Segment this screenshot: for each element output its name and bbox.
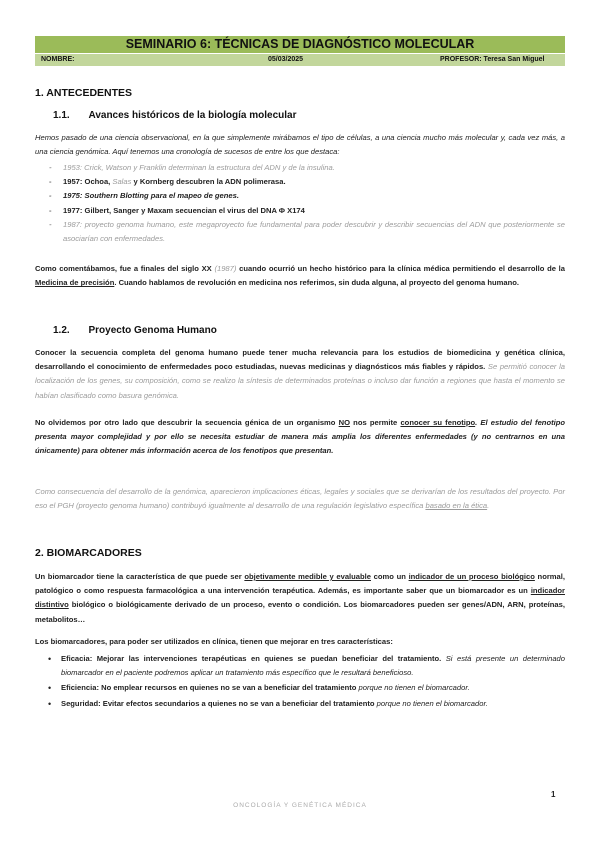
- subsection-title: Proyecto Genoma Humano: [88, 325, 217, 336]
- subsection-number: 1.2.: [53, 325, 70, 336]
- date-label: 05/03/2025: [268, 56, 304, 63]
- document-title: SEMINARIO 6: TÉCNICAS DE DIAGNÓSTICO MOLECULAR: [35, 36, 565, 53]
- biomarker-paragraph: Un biomarcador tiene la característica de que puede ser objetivamente medible y evaluable como un indicador de un proceso biológico normal, patológico o como respuesta farmacológica a una intervención terapéutica. Además, es importante saber que un biomarcador es un indicador distintivo biológico o biológicamente derivado de un proceso, evento o condición. Los biomarcadores pueden ser genes/ADN, ARN, proteínas, metabolitos…: [35, 572, 565, 624]
- intro-paragraph: Hemos pasado de una ciencia observacional, en la que simplemente mirábamos el tipo de células, a una ciencia mucho más molecular y, cada vez más, a una ciencia genómica. Aquí tenemos una cronología de sucesos de entre los que destaca:: [35, 133, 565, 157]
- timeline-item: - 1977: Gilbert, Sanger y Maxam secuencian el virus del DNA Φ X174: [35, 204, 565, 218]
- meta-bar: [35, 54, 565, 66]
- subsection-1-1-heading: [53, 110, 297, 121]
- name-label: NOMBRE:: [41, 56, 75, 63]
- characteristic-item: • Seguridad: Evitar efectos secundarios a quienes no se van a beneficiar del tratamiento porque no tienen el biomarcador.: [35, 697, 565, 711]
- subsection-number: 1.1.: [53, 110, 70, 121]
- characteristics-intro: Los biomarcadores, para poder ser utilizados en clínica, tienen que mejorar en tres características:: [35, 637, 393, 646]
- history-paragraph: Como comentábamos, fue a finales del siglo XX (1987) cuando ocurrió un hecho histórico para la clínica médica permitiendo el desarrollo de la Medicina de precisión. Cuando hablamos de revolución en medicina nos referimos, sin duda alguna, al proyecto del genoma humano.: [35, 264, 565, 288]
- professor-label: PROFESOR: Teresa San Miguel: [440, 56, 545, 63]
- characteristic-item: • Eficiencia: No emplear recursos en quienes no se van a beneficiar del tratamiento porque no tienen el biomarcador.: [35, 681, 565, 695]
- timeline-list: [35, 161, 565, 246]
- phenotype-paragraph: No olvidemos por otro lado que descubrir la secuencia génica de un organismo NO nos permite conocer su fenotipo. El estudio del fenotipo presenta mayor complejidad y por ello se necesita estudiar de manera más amplia los diferentes enfermedades (y no centrarnos en una únicamente) para obtener más información acerca de los fenotipos que presentan.: [35, 418, 566, 456]
- timeline-item: - 1953: Crick, Watson y Franklin determinan la estructura del ADN y de la insulina.: [35, 161, 565, 175]
- ethics-paragraph: Como consecuencia del desarrollo de la genómica, aparecieron implicaciones éticas, legales y sociales que se derivarían de los resultados del proyecto. Por eso el PGH (proyecto genoma humano) contribuyó igualmente al desarrollo de una regulación legislativo específica basado en la ética.: [35, 487, 565, 511]
- characteristics-list: [35, 652, 565, 712]
- timeline-item: - 1987: proyecto genoma humano, este megaproyecto fue fundamental para poder descubrir y describir secuencias del ADN que posteriormente se asociarían con enfermedades.: [35, 218, 565, 246]
- timeline-item: - 1975: Southern Blotting para el mapeo de genes.: [35, 189, 565, 203]
- subsection-1-2-heading: [53, 325, 217, 336]
- section-2-heading: 2. BIOMARCADORES: [35, 547, 142, 559]
- subsection-title: Avances históricos de la biología molecular: [88, 110, 297, 121]
- page-number: 1: [551, 790, 556, 799]
- genome-paragraph: Conocer la secuencia completa del genoma humano puede tener mucha relevancia para los estudios de biomedicina y genética clínica, desarrollando el conocimiento de enfermedades poco estudiadas, nuevas medicinas y diagnósticos más fiables y rápidos. Se permitió conocer la localización de los genes, su composición, como se realizo la síntesis de determinados proteínas o incluso dar función a regiones que hasta el momento se habían clasificado como basura genómica.: [35, 348, 565, 400]
- section-1-heading: 1. ANTECEDENTES: [35, 87, 133, 99]
- characteristic-item: • Eficacia: Mejorar las intervenciones terapéuticas en quienes se puedan beneficiar del tratamiento. Si está presente un determinado biomarcador en el paciente podremos aplicar un tratamiento más específico que le resultará beneficioso.: [35, 652, 565, 680]
- footer-label: ONCOLOGÍA Y GENÉTICA MÉDICA: [233, 802, 367, 809]
- timeline-item: - 1957: Ochoa, Salas y Kornberg descubren la ADN polimerasa.: [35, 175, 565, 189]
